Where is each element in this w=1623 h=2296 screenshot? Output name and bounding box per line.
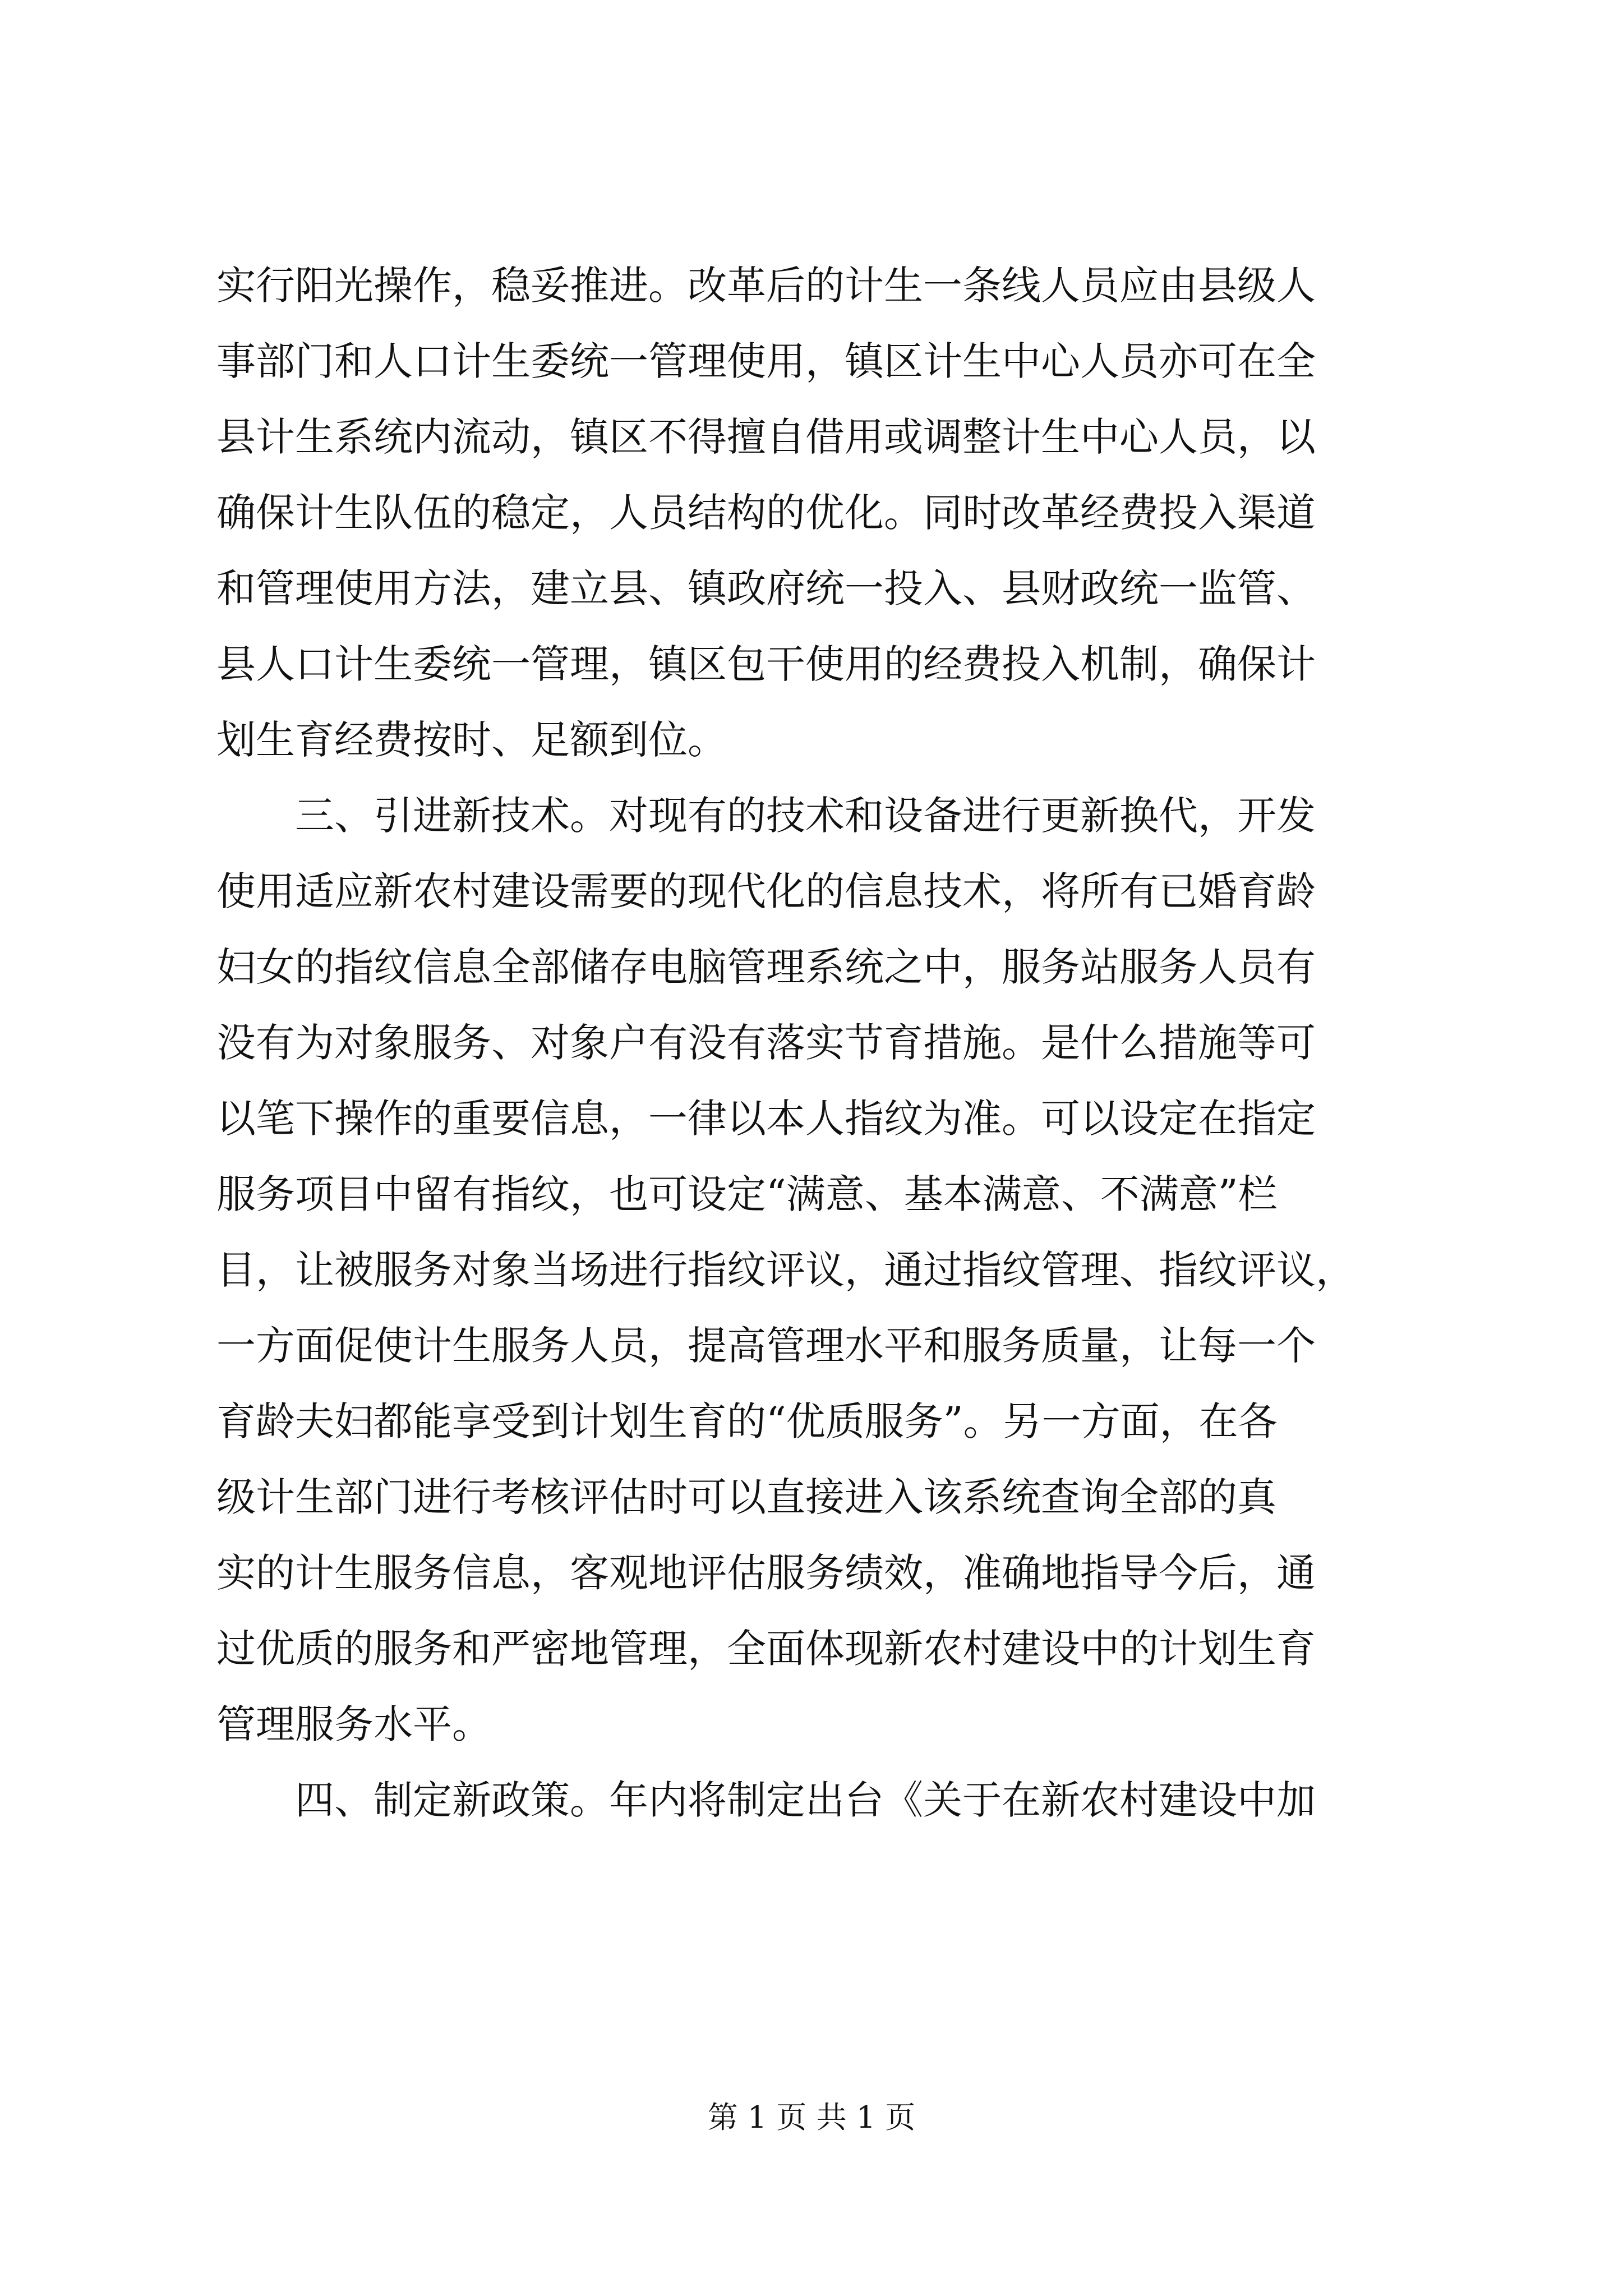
text-line-21: 四、制定新政策。年内将制定出台《关于在新农村建设中加: [216, 1777, 1316, 1823]
text-line-5: 和管理使用方法，建立县、镇政府统一投入、县财政统一监管、: [216, 565, 1316, 611]
text-line-4: 确保计生队伍的稳定，人员结构的优化。同时改革经费投入渠道: [216, 490, 1316, 536]
text-line-12: 以笔下操作的重要信息，一律以本人指纹为准。可以设定在指定: [216, 1096, 1316, 1142]
text-line-2: 事部门和人口计生委统一管理使用，镇区计生中心人员亦可在全: [216, 338, 1316, 384]
text-line-6: 县人口计生委统一管理，镇区包干使用的经费投入机制，确保计: [216, 641, 1316, 687]
text-line-20: 管理服务水平。: [216, 1701, 491, 1747]
text-line-10: 妇女的指纹信息全部储存电脑管理系统之中，服务站服务人员有: [216, 944, 1316, 990]
text-line-19: 过优质的服务和严密地管理，全面体现新农村建设中的计划生育: [216, 1626, 1316, 1672]
text-line-16: 育龄夫妇都能享受到计划生育的“优质服务”。另一方面，在各: [216, 1398, 1278, 1444]
text-line-15: 一方面促使计生服务人员，提高管理水平和服务质量，让每一个: [216, 1323, 1316, 1369]
page-footer: 第 1 页 共 1 页: [707, 2100, 916, 2135]
text-line-17: 级计生部门进行考核评估时可以直接进入该系统查询全部的真: [216, 1474, 1276, 1520]
text-line-18: 实的计生服务信息，客观地评估服务绩效，准确地指导今后，通: [216, 1550, 1316, 1596]
text-line-8: 三、引进新技术。对现有的技术和设备进行更新换代，开发: [216, 793, 1316, 839]
text-line-11: 没有为对象服务、对象户有没有落实节育措施。是什么措施等可: [216, 1020, 1316, 1066]
text-line-7: 划生育经费按时、足额到位。: [216, 717, 727, 763]
text-line-1: 实行阳光操作，稳妥推进。改革后的计生一条线人员应由县级人: [216, 263, 1316, 309]
text-line-3: 县计生系统内流动，镇区不得擅自借用或调整计生中心人员，以: [216, 414, 1316, 460]
text-line-9: 使用适应新农村建设需要的现代化的信息技术，将所有已婚育龄: [216, 868, 1316, 914]
text-line-14: 目，让被服务对象当场进行指纹评议，通过指纹管理、指纹评议，: [216, 1247, 1355, 1293]
text-line-13: 服务项目中留有指纹，也可设定“满意、基本满意、不满意”栏: [216, 1171, 1278, 1217]
